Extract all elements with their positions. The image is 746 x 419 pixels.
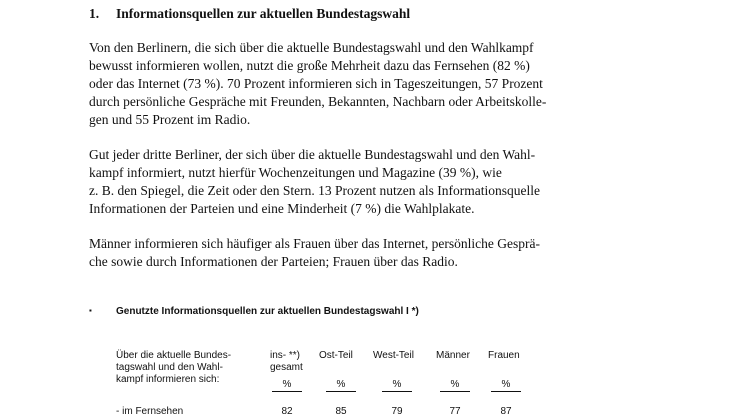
paragraph-line: oder das Internet (73 %). 70 Prozent informieren sich in Tageszeitungen, 57 Prozent (89, 76, 543, 91)
column-unit: % (440, 379, 470, 392)
paragraph-line: Gut jeder dritte Berliner, der sich über die aktuelle Bundestagswahl und den Wahl- (89, 147, 536, 162)
column-header-line: ins- **) (270, 350, 301, 361)
paragraph-line: che sowie durch Informationen der Parteien; Frauen über das Radio. (89, 254, 458, 269)
table-description (116, 350, 231, 386)
column-header-maenner (436, 350, 470, 362)
column-header-line: Frauen (488, 350, 520, 361)
bullet-icon: ▪ (89, 306, 92, 315)
column-unit: % (272, 379, 302, 392)
column-header-line: Ost-Teil (319, 350, 353, 361)
paragraph-2 (89, 146, 589, 218)
table-cell: 79 (391, 406, 403, 417)
table-cell: 82 (281, 406, 293, 417)
column-header-line: West-Teil (373, 350, 414, 361)
column-header-frauen (488, 350, 520, 362)
section-number: 1. (89, 6, 100, 21)
paragraph-line: durch persönliche Gespräche mit Freunden, Bekannten, Nachbarn oder Arbeitskolle- (89, 94, 547, 109)
paragraph-line: Informationen der Parteien und eine Minderheit (7 %) die Wahlplakate. (89, 201, 475, 216)
paragraph-line: Von den Berlinern, die sich über die aktuelle Bundestagswahl und den Wahlkampf (89, 40, 534, 55)
column-header-west (373, 350, 414, 362)
column-header-ost (319, 350, 353, 362)
table-description-line: kampf informieren sich: (116, 374, 220, 385)
column-unit: % (326, 379, 356, 392)
column-unit: % (491, 379, 521, 392)
paragraph-line: Männer informieren sich häufiger als Frauen über das Internet, persönliche Gesprä- (89, 236, 540, 251)
paragraph-line: kampf informiert, nutzt hierfür Wochenzeitungen und Magazine (39 %), wie (89, 165, 502, 180)
table-cell: 87 (500, 406, 512, 417)
table-description-line: tagswahl und den Wahl- (116, 362, 223, 373)
paragraph-line: gen und 55 Prozent im Radio. (89, 112, 251, 127)
paragraph-1 (89, 39, 589, 129)
column-header-total (270, 350, 303, 374)
table-cell: 77 (449, 406, 461, 417)
table-title: Genutzte Informationsquellen zur aktuellen Bundestagswahl I *) (116, 306, 419, 317)
paragraph-line: bewusst informieren wollen, nutzt die große Mehrheit dazu das Fernsehen (82 %) (89, 58, 530, 73)
table-cell: 85 (335, 406, 347, 417)
section-title: Informationsquellen zur aktuellen Bundestagswahl (116, 6, 411, 21)
paragraph-line: z. B. den Spiegel, die Zeit oder den Stern. 13 Prozent nutzen als Informationsquelle (89, 183, 541, 198)
table-heading (89, 306, 419, 317)
column-header-line: Männer (436, 350, 470, 361)
column-header-line: gesamt (270, 362, 303, 373)
table-row-label: - im Fernsehen (116, 406, 184, 417)
section-heading (89, 6, 410, 22)
column-unit: % (382, 379, 412, 392)
paragraph-3 (89, 235, 589, 271)
table-description-line: Über die aktuelle Bundes- (116, 350, 232, 361)
